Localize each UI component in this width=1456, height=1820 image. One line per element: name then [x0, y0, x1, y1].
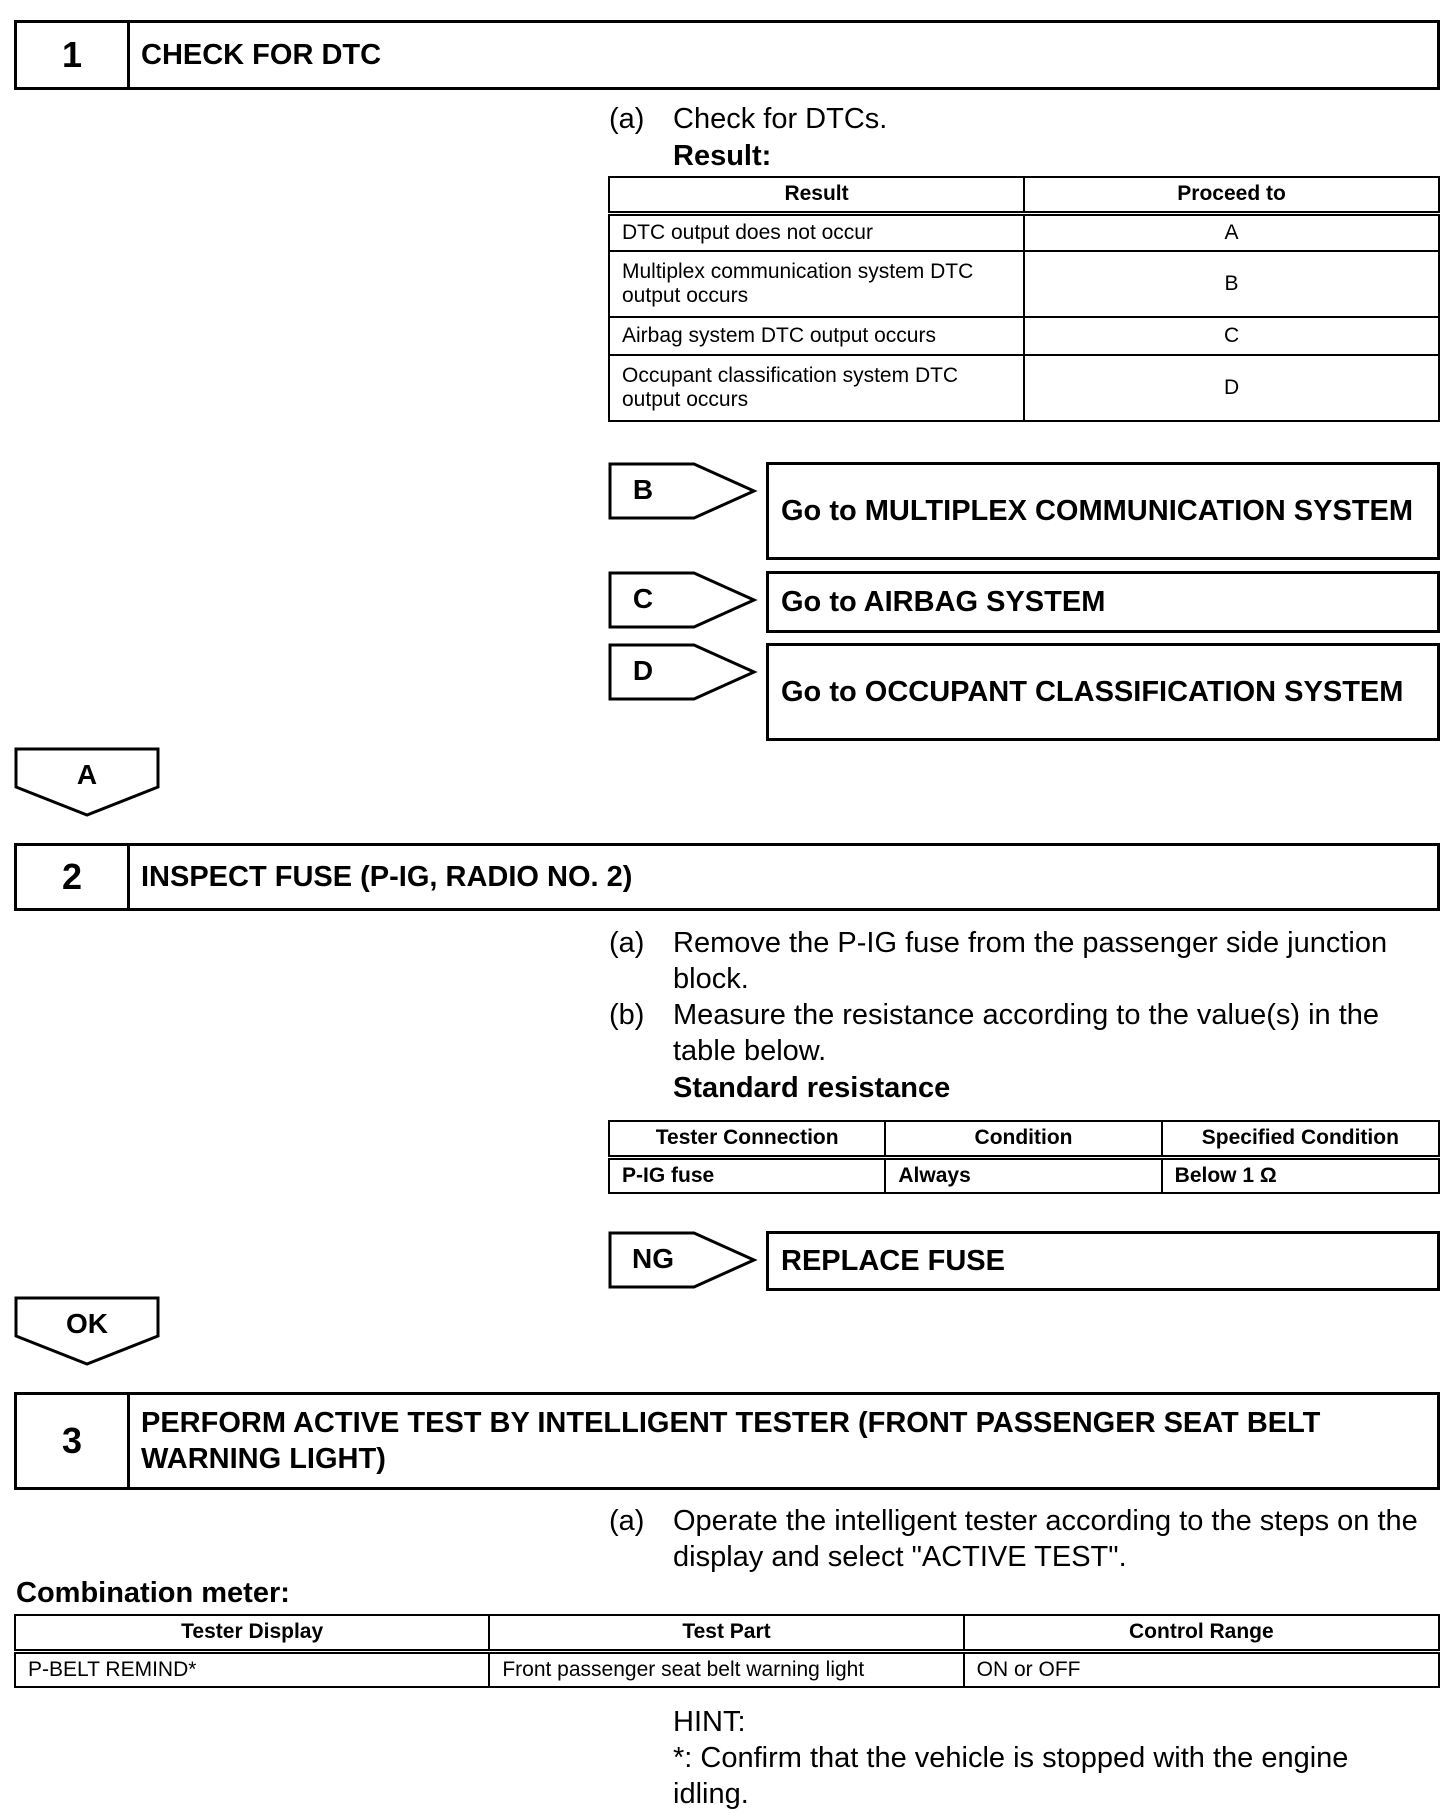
down-arrow-label: OK [66, 1308, 108, 1339]
table-cell: DTC output does not occur [609, 213, 1024, 251]
table-header: Test Part [489, 1615, 963, 1651]
table-row [609, 251, 1439, 317]
branch-arrow-d [608, 643, 758, 701]
instruction-text: Operate the intelligent tester according to the steps on the display and select "ACTIVE TEST". [673, 1505, 1418, 1573]
instruction-a [609, 925, 1439, 997]
hint-text: *: Confirm that the vehicle is stopped with the engine idling. [673, 1742, 1349, 1810]
instruction-b [609, 997, 1439, 1069]
table-cell: C [1024, 317, 1439, 355]
instruction-text: Measure the resistance according to the value(s) in the table below. [673, 999, 1380, 1067]
step-1-header [14, 20, 1440, 90]
table-header: Specified Condition [1162, 1121, 1439, 1157]
step-number: 1 [17, 23, 130, 87]
table-header: Tester Display [15, 1615, 489, 1651]
table-cell: Airbag system DTC output occurs [609, 317, 1024, 355]
table-cell: ON or OFF [964, 1651, 1439, 1687]
table-cell: Always [885, 1157, 1161, 1193]
instruction-label: (a) [609, 103, 645, 135]
table-cell: B [1024, 251, 1439, 317]
table-cell: Front passenger seat belt warning light [489, 1651, 963, 1687]
table-row [15, 1651, 1439, 1687]
spec-label: Standard resistance [673, 1072, 951, 1104]
branch-destination-d: Go to OCCUPANT CLASSIFICATION SYSTEM [766, 643, 1440, 741]
hint-title: HINT: [673, 1706, 746, 1738]
step-3-header [14, 1392, 1440, 1490]
step-number: 2 [17, 846, 130, 908]
down-arrow-a [14, 747, 160, 819]
down-arrow-label: A [76, 759, 98, 790]
branch-arrow-c [608, 571, 758, 629]
table-cell: P-BELT REMIND* [15, 1651, 489, 1687]
down-arrow-ok [14, 1296, 160, 1368]
table-cell: D [1024, 355, 1439, 421]
branch-label: NG [632, 1243, 674, 1274]
branch-arrow-ng [608, 1231, 758, 1289]
step-number: 3 [17, 1395, 130, 1487]
table-header: Control Range [964, 1615, 1439, 1651]
table-cell: Multiplex communication system DTC output occurs [609, 251, 1024, 317]
table-row [609, 355, 1439, 421]
step-title: PERFORM ACTIVE TEST BY INTELLIGENT TESTER (FRONT PASSENGER SEAT BELT WARNING LIGHT) [141, 1407, 1321, 1475]
instruction-a [609, 101, 1439, 137]
branch-label: C [632, 583, 654, 614]
instruction-text: Remove the P-IG fuse from the passenger side junction block. [673, 927, 1388, 995]
branch-arrow-b [608, 462, 758, 520]
table-header: Proceed to [1024, 177, 1439, 213]
result-label: Result: [673, 140, 772, 172]
table-row [609, 317, 1439, 355]
branch-label: D [632, 655, 654, 686]
table-header: Condition [885, 1121, 1161, 1157]
branch-label: B [632, 474, 654, 505]
instruction-label: (a) [609, 1505, 645, 1537]
table-cell: Below 1 Ω [1162, 1157, 1439, 1193]
table-cell: Occupant classification system DTC output occurs [609, 355, 1024, 421]
instruction-label: (a) [609, 927, 645, 959]
instruction-label: (b) [609, 999, 645, 1031]
branch-destination-ng: REPLACE FUSE [766, 1231, 1440, 1291]
instruction-text: Check for DTCs. [673, 103, 888, 135]
result-table [608, 176, 1440, 422]
instruction-a [609, 1503, 1439, 1575]
table-row [609, 213, 1439, 251]
step-title: CHECK FOR DTC [141, 39, 382, 71]
step-2-header [14, 843, 1440, 911]
branch-destination-b: Go to MULTIPLEX COMMUNICATION SYSTEM [766, 462, 1440, 560]
step-title: INSPECT FUSE (P-IG, RADIO NO. 2) [141, 861, 633, 893]
table-cell: A [1024, 213, 1439, 251]
table-row [609, 1157, 1439, 1193]
table-header: Result [609, 177, 1024, 213]
resistance-table [608, 1120, 1440, 1194]
table-header: Tester Connection [609, 1121, 885, 1157]
active-test-table [14, 1614, 1440, 1688]
table-cell: P-IG fuse [609, 1157, 885, 1193]
branch-destination-c: Go to AIRBAG SYSTEM [766, 571, 1440, 633]
table-title: Combination meter: [16, 1577, 290, 1609]
